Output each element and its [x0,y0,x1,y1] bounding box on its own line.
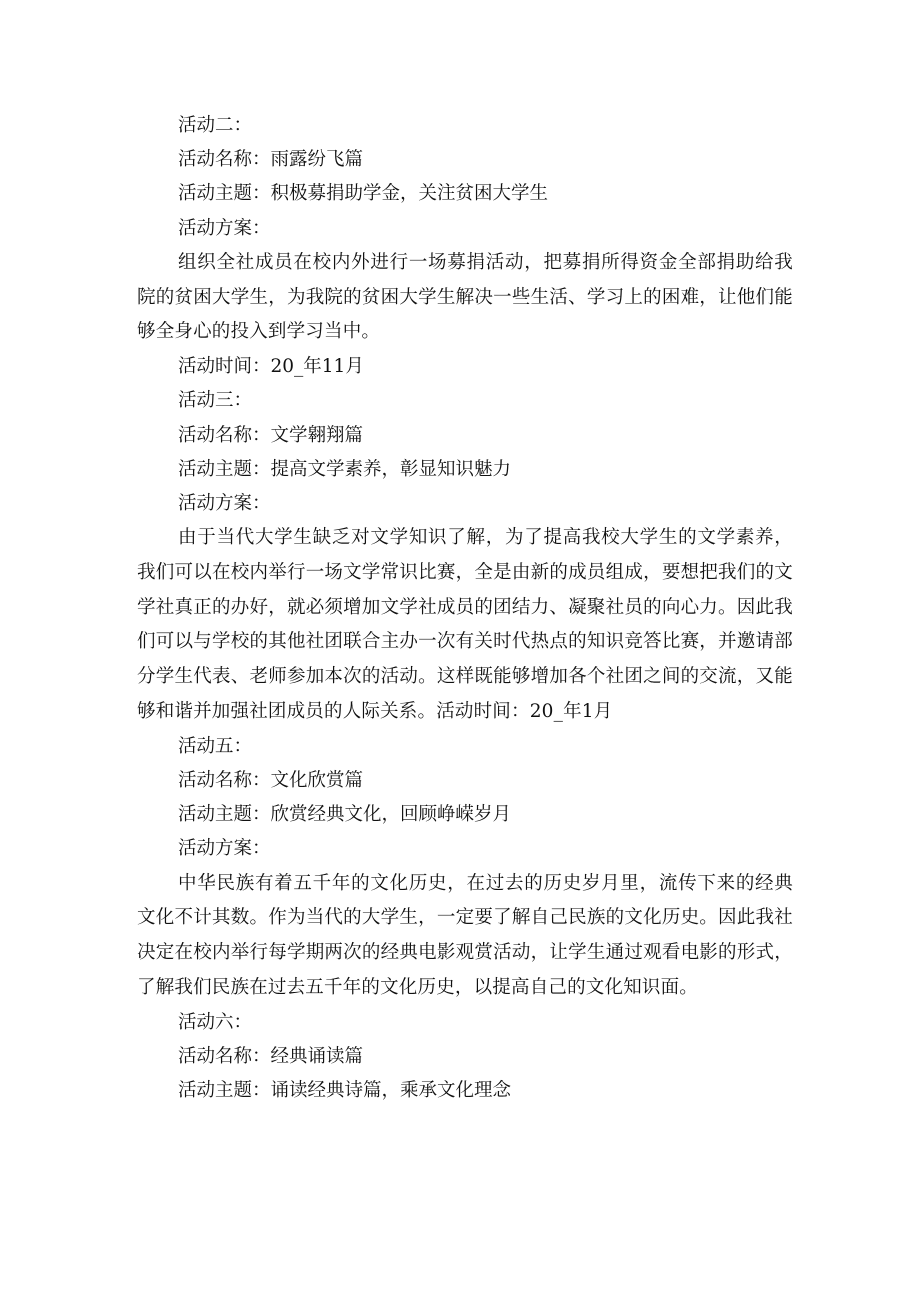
activity-theme: 活动主题：欣赏经典文化，回顾峥嵘岁月 [178,804,512,826]
activity-time: 活动时间：20_年11月 [178,356,364,378]
activity-plan-label: 活动方案： [178,492,271,514]
activity-six-section [137,1006,793,1109]
activity-name: 活动名称：雨露纷飞篇 [178,149,364,171]
activity-plan-label: 活动方案： [178,217,271,239]
activity-theme: 活动主题：提高文学素养，彰显知识魅力 [178,458,512,480]
activity-plan-paragraph: 中华民族有着五千年的文化历史，在过去的历史岁月里，流传下来的经典文化不计其数。作为当代的大学生，一定要了解自己民族的文化历史。因此我社决定在校内举行每学期两次的经典电影观赏活动，让学生通过观看电影的形式，了解我们民族在过去五千年的文化历史，以提高自己的文化知识面。 [137,872,793,998]
activity-theme: 活动主题：积极募捐助学金，关注贫困大学生 [178,183,549,205]
activity-name: 活动名称：文学翱翔篇 [178,424,364,446]
document-body [137,109,793,1108]
activity-heading: 活动六： [178,1011,253,1033]
activity-plan-paragraph: 组织全社成员在校内外进行一场募捐活动，把募捐所得资金全部捐助给我院的贫困大学生，为我院的贫困大学生解决一些生活、学习上的困难，让他们能够全身心的投入到学习当中。 [137,251,793,343]
activity-plan-paragraph: 由于当代大学生缺乏对文学知识了解，为了提高我校大学生的文学素养，我们可以在校内举行一场文学常识比赛，全是由新的成员组成，要想把我们的文学社真正的办好，就必须增加文学社成员的团结力、凝聚社员的向心力。因此我们可以与学校的其他社团联合主办一次有关时代热点的知识竞答比赛，并邀请部分学生代表、老师参加本次的活动。这样既能够增加各个社团之间的交流，又能够和谐并加强社团成员的人际关系。活动时间：20_年1月 [137,527,793,723]
activity-heading: 活动二： [178,115,253,136]
activity-name: 活动名称：经典诵读篇 [178,1045,364,1067]
activity-two-section [137,109,793,384]
activity-heading: 活动三： [178,390,253,412]
activity-plan-label: 活动方案： [178,838,271,860]
activity-theme: 活动主题：诵读经典诗篇，乘承文化理念 [178,1080,512,1102]
activity-heading: 活动五： [178,735,253,757]
activity-three-section [137,384,793,730]
activity-name: 活动名称：文化欣赏篇 [178,770,364,792]
activity-five-section [137,730,793,1006]
